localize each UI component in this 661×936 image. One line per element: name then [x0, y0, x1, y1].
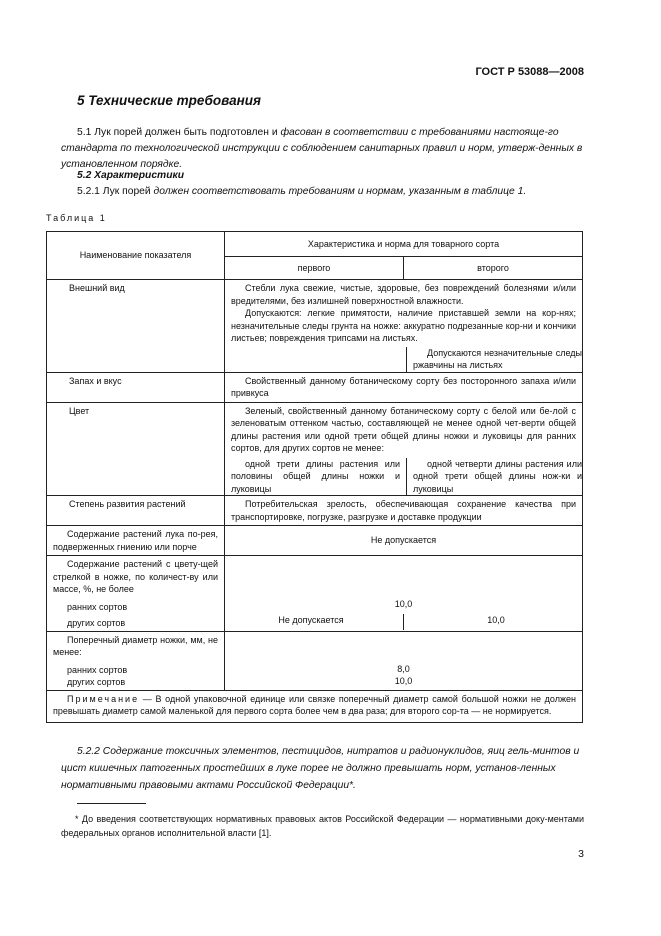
footnote: [61, 812, 584, 840]
page-number: 3: [578, 848, 584, 860]
diameter-name-text: Поперечный диаметр ножки, мм, не менее:: [53, 634, 218, 657]
flower-early-label: ранних сортов: [67, 601, 128, 612]
row-flower-name: [47, 556, 225, 632]
flower-other-label: других сортов: [67, 618, 126, 628]
row-rot-name: Содержание растений лука по-рея, подверженных гниению или порче: [47, 526, 225, 556]
row-smell-name: Запах и вкус: [47, 372, 225, 402]
table-label: Таблица 1: [46, 213, 107, 223]
appearance-text-2: Допускаются: легкие примятости, наличие приставшей земли на кор-нях; незначительные следы грунта на ножке: аккуратно подрезанные кор-ни и кончики листьев; повреждения трипсами на листьях.: [231, 308, 576, 343]
appearance-split: [225, 347, 582, 372]
table-row-rot: [47, 526, 583, 556]
header-second-grade: второго: [404, 257, 583, 280]
header-characteristic-group: Характеристика и норма для товарного сорта: [225, 232, 583, 257]
flower-other-split: [225, 614, 582, 630]
row-appearance-value: [225, 280, 583, 373]
footnote-text: * До введения соответствующих нормативных правовых актов Российской Федерации — нормативными доку-ментами федеральных органов исполнительной власти [1].: [61, 814, 584, 838]
row-appearance-name: Внешний вид: [47, 280, 225, 373]
row-maturity-name: Степень развития растений: [47, 496, 225, 526]
row-flower-value: [225, 556, 583, 632]
table-header-row: [47, 232, 583, 257]
color-split: [225, 458, 582, 496]
appearance-first-empty: [225, 347, 407, 372]
paragraph-5-1-text-a: Лук порей должен быть подготовлен и: [91, 127, 281, 138]
header-indicator-name: Наименование показателя: [47, 232, 225, 280]
paragraph-5-2-2-text: 5.2.2 Содержание токсичных элементов, пестицидов, нитратов и радионуклидов, яиц гель-минтов и цист кишечных патогенных простейших в луке порее не должно превышать норм, установ-ленных нормативными правовыми актами Российской Федерации*.: [61, 746, 580, 791]
diameter-early-label: ранних сортов: [67, 664, 128, 675]
row-color-name: Цвет: [47, 402, 225, 496]
row-color-value: [225, 402, 583, 496]
flower-early-value: 10,0: [394, 599, 413, 609]
diameter-early-value: 8,0: [397, 663, 410, 674]
row-rot-value: Не допускается: [225, 526, 583, 556]
section-title: 5 Технические требования: [77, 93, 261, 108]
diameter-other-label: других сортов: [67, 677, 126, 687]
color-text: Зеленый, свойственный данному ботаническому сорту с белой или бе-лой с зеленоватым оттенком частью, составляющей не менее одной чет-верти общей длины растения или одной трети общей длины ножки и луковицы для ранних сортов, для других сортов не менее:: [231, 405, 576, 453]
table-row-maturity: [47, 496, 583, 526]
table-row-flower: [47, 556, 583, 632]
paragraph-5-1-text-b: фасован в соответствии с требованиями настояще-го стандарта по технологической инструкции с соблюдением санитарных правил и норм, утверж-денных в установленном порядке.: [61, 127, 583, 170]
flower-other-first: Не допускается: [225, 614, 404, 630]
table-row-diameter: [47, 631, 583, 690]
row-diameter-name: [47, 631, 225, 690]
paragraph-5-2-1-text-a: Лук порей: [99, 186, 154, 197]
table-note: [47, 690, 583, 722]
requirements-table: [46, 231, 583, 723]
paragraph-5-2-1: [61, 184, 584, 200]
diameter-other-value: 10,0: [394, 676, 413, 686]
table-row-smell: [47, 372, 583, 402]
subsection-title-text: 5.2 Характеристики: [77, 170, 185, 181]
table-note-text: — В одной упаковочной единице или связке поперечный диаметр самой большой ножки не должен превышать диаметр самой маленькой для первого сорта более чем в два раза; для второго сор-та — не нормируется.: [53, 693, 576, 716]
table-row-appearance: [47, 280, 583, 373]
document-standard-header: ГОСТ Р 53088—2008: [475, 66, 584, 78]
paragraph-5-1-number: 5.1: [77, 127, 92, 138]
table-note-row: [47, 690, 583, 722]
color-first-grade: одной трети длины растения или половины общей длины ножки и луковицы: [225, 458, 407, 496]
table-note-label: Примечание: [67, 693, 140, 704]
color-second-grade: одной четверти длины растения или одной трети общей длины нож-ки и луковицы: [413, 458, 582, 494]
footnote-separator: [77, 803, 146, 804]
appearance-second-extra: Допускаются незначительные следы ржавчины на листьях: [413, 347, 582, 370]
flower-name-text: Содержание растений с цвету-щей стрелкой в ножке, по количест-ву или массе, %, не более: [53, 559, 218, 594]
flower-other-second: 10,0: [487, 615, 505, 625]
paragraph-5-2-2: [61, 743, 584, 794]
row-smell-value: Свойственный данному ботаническому сорту без посторонного запаха и/или привкуса: [225, 372, 583, 402]
table-row-color: [47, 402, 583, 496]
paragraph-5-2-1-number: 5.2.1: [77, 186, 100, 197]
row-maturity-value: Потребительская зрелость, обеспечивающая сохранение качества при транспортировке, погрузке, разгрузке и доставке продукции: [225, 496, 583, 526]
subsection-title-5-2: [61, 168, 584, 184]
appearance-text-1: Стебли лука свежие, чистые, здоровые, без повреждений болезнями и/или вредителями, без излишней поверхностной влажности.: [231, 283, 576, 306]
header-first-grade: первого: [225, 257, 404, 280]
row-diameter-value: [225, 631, 583, 690]
paragraph-5-2-1-text-b: должен соответствовать требованиям и нормам, указанным в таблице 1.: [153, 186, 527, 197]
paragraph-5-1: [61, 125, 584, 173]
